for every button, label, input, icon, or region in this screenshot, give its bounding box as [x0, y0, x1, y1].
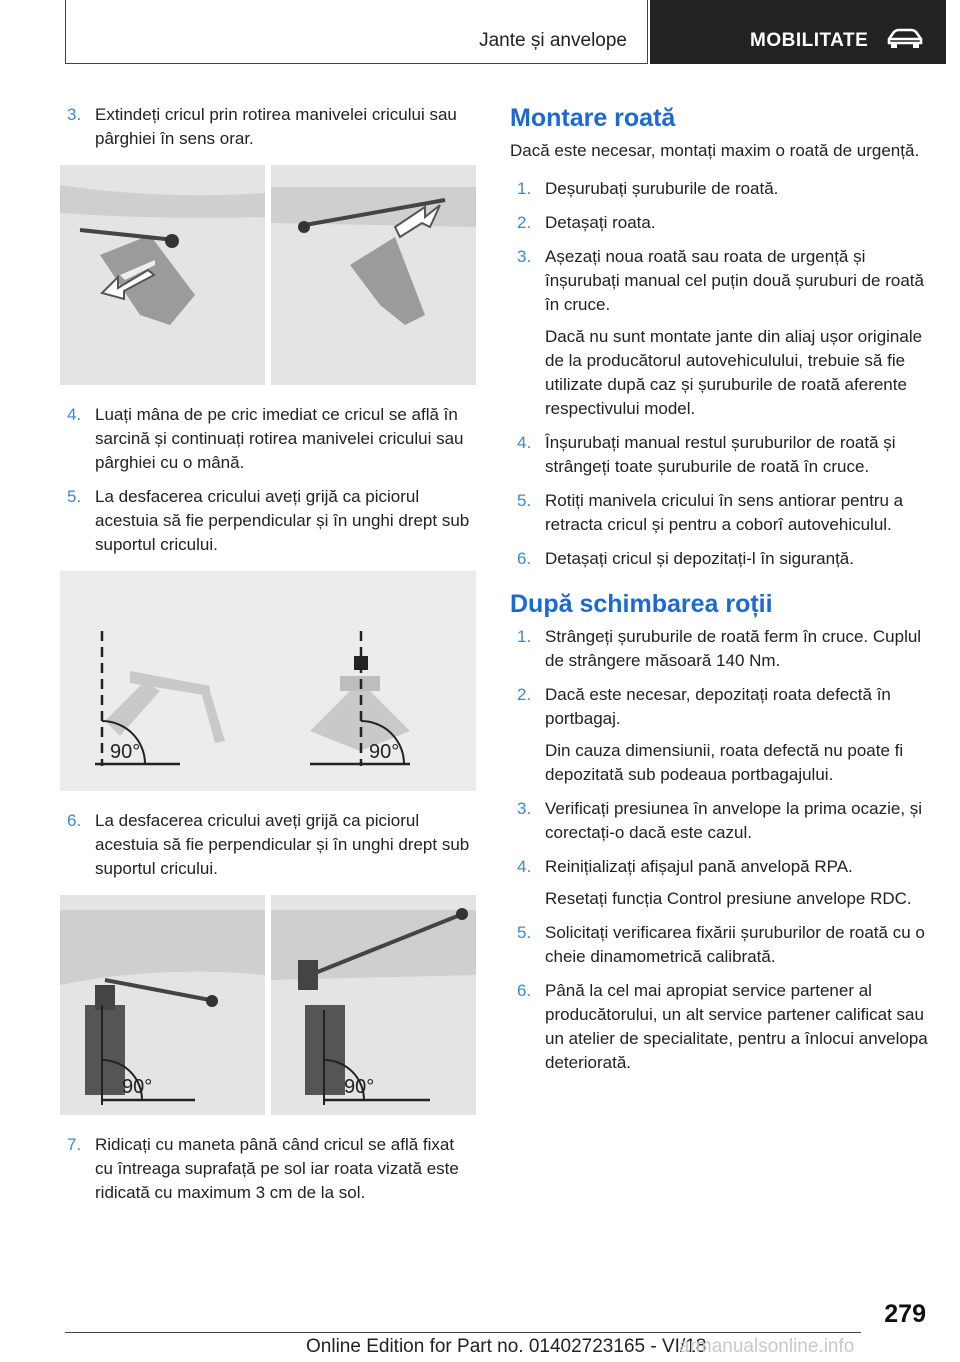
page-number: 279 — [884, 1300, 926, 1328]
mount-step-4 — [510, 431, 930, 479]
step-text: Rotiți manivela cricului în sens antiorar pentru a retracta cricul și pentru a coborî autovehiculul. — [545, 491, 904, 534]
step-text: La desfacerea cricului aveți grijă ca piciorul acestuia să fie perpendicular și în unghi drept sub suportul cricului. — [95, 811, 470, 878]
step-number: 3. — [67, 105, 82, 124]
angle-label: 90° — [344, 1076, 375, 1098]
step-text: Înșurubați manual restul șuruburilor de roată și strângeți toate șuruburile de roată în cruce. — [545, 433, 896, 476]
after-step-4 — [510, 855, 930, 911]
after-step-6 — [510, 979, 930, 1075]
section-heading-mount-wheel: Montare roată — [510, 104, 676, 132]
jack-crank-illustration — [60, 165, 476, 385]
step-text: Solicitați verificarea fixării șuruburilor de roată cu o cheie dinamometrică calibrată. — [545, 923, 925, 966]
chapter-label: MOBILITATE — [750, 30, 869, 51]
chapter-tab — [650, 0, 946, 64]
step-note: Dacă nu sunt montate jante din aliaj ușor originale de la producătorul autovehiculului, trebuie să fie utilizate după caz și șuruburile de roată aferente respectivului model. — [545, 327, 923, 418]
right-column — [510, 103, 930, 1085]
mount-step-1 — [510, 177, 930, 201]
step-text: Luați mâna de pe cric imediat ce cricul se află în sarcină și continuați rotirea manivelei cricului sau pârghiei cu o mână. — [95, 405, 464, 472]
step-number: 6. — [517, 981, 532, 1000]
angle-label: 90° — [110, 741, 141, 763]
step-number: 5. — [67, 487, 82, 506]
step-number: 5. — [517, 491, 532, 510]
step-text: Strângeți șuruburile de roată ferm în cruce. Cuplul de strângere măsoară 140 Nm. — [545, 627, 922, 670]
footer-divider — [65, 1332, 861, 1333]
step-number: 6. — [67, 811, 82, 830]
after-step-3 — [510, 797, 930, 845]
section-heading-after-change: După schimbarea roții — [510, 590, 773, 618]
mount-step-2 — [510, 211, 930, 235]
jack-angle-illustration — [60, 571, 476, 791]
angle-label: 90° — [369, 741, 400, 763]
step-text: Așezați noua roată sau roata de urgență și înșurubați manual cel puțin două șuruburi de roată în cruce. — [545, 247, 924, 314]
step-number: 5. — [517, 923, 532, 942]
step-text: Detașați roata. — [545, 213, 656, 232]
step-note: Resetați funcția Control presiune anvelope RDC. — [545, 889, 912, 908]
figure-jack-crank — [60, 165, 476, 385]
after-step-2 — [510, 683, 930, 787]
car-icon — [886, 28, 924, 50]
step-text: Ridicați cu maneta până când cricul se află fixat cu întreaga suprafață pe sol iar roata vizată este ridicată cu maximum 3 cm de la sol. — [95, 1135, 459, 1202]
step-number: 4. — [67, 405, 82, 424]
step-text: Detașați cricul și depozitați-l în siguranță. — [545, 549, 854, 568]
after-step-1 — [510, 625, 930, 673]
step-text: La desfacerea cricului aveți grijă ca piciorul acestuia să fie perpendicular și în unghi drept sub suportul cricului. — [95, 487, 470, 554]
step-7 — [60, 1133, 476, 1205]
step-number: 3. — [517, 247, 532, 266]
figure-jack-angle — [60, 571, 476, 791]
step-text: Până la cel mai apropiat service partener al producătorului, un alt service partener calificat sau un atelier de specialitate, pentru a înlocui anvelopa deteriorată. — [545, 981, 928, 1072]
step-text: Reinițializați afișajul pană anvelopă RPA. — [545, 857, 853, 876]
jack-lever-illustration — [60, 895, 476, 1115]
step-number: 7. — [67, 1135, 82, 1154]
step-number: 6. — [517, 549, 532, 568]
step-number: 2. — [517, 213, 532, 232]
step-number: 1. — [517, 179, 532, 198]
step-5 — [60, 485, 476, 557]
step-4 — [60, 403, 476, 475]
step-note: Din cauza dimensiunii, roata defectă nu poate fi depozitată sub podeaua portbagajului. — [545, 741, 904, 784]
figure-jack-lever — [60, 895, 476, 1115]
angle-label: 90° — [122, 1076, 153, 1098]
step-text: Deșurubați șuruburile de roată. — [545, 179, 779, 198]
step-number: 3. — [517, 799, 532, 818]
section-header — [65, 0, 648, 64]
step-text: Verificați presiunea în anvelope la prima ocazie, și corectați-o dacă este cazul. — [545, 799, 923, 842]
step-number: 4. — [517, 857, 532, 876]
mount-step-3 — [510, 245, 930, 421]
mount-step-5 — [510, 489, 930, 537]
step-6 — [60, 809, 476, 881]
step-number: 2. — [517, 685, 532, 704]
step-3 — [60, 103, 476, 151]
mount-step-6 — [510, 547, 930, 571]
watermark: armanualsonline.info — [679, 1336, 855, 1357]
step-number: 4. — [517, 433, 532, 452]
step-number: 1. — [517, 627, 532, 646]
left-column — [60, 103, 476, 1215]
section-intro: Dacă este necesar, montați maxim o roată de urgență. — [510, 141, 920, 160]
section-title: Jante și anvelope — [479, 30, 627, 51]
after-step-5 — [510, 921, 930, 969]
page-header — [0, 0, 960, 64]
step-text: Dacă este necesar, depozitați roata defectă în portbagaj. — [545, 685, 891, 728]
edition-text: Online Edition for Part no. 01402723165 - VI/18 — [306, 1336, 707, 1357]
step-text: Extindeți cricul prin rotirea manivelei cricului sau pârghiei în sens orar. — [95, 105, 457, 148]
